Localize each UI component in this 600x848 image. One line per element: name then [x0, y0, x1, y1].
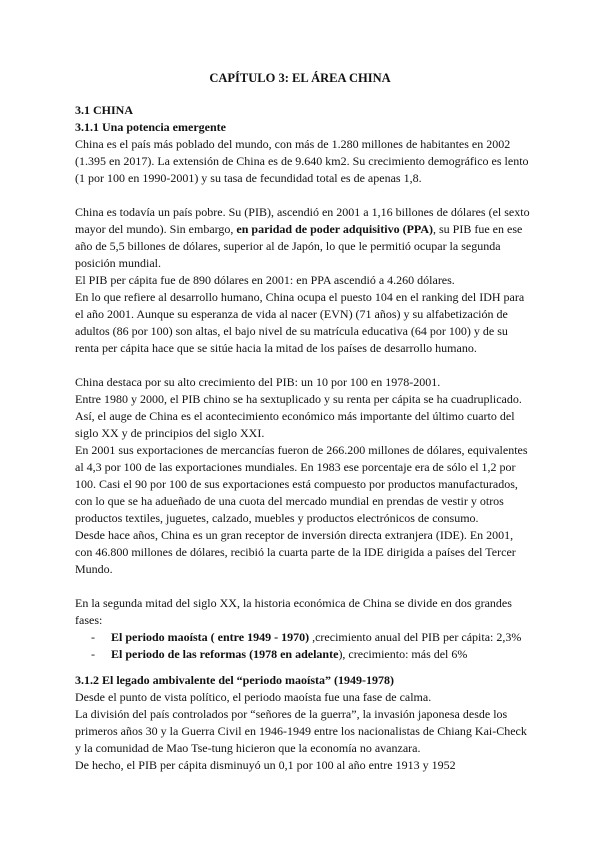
- paragraph-gdp-part-2: , su PIB fue en ese año de 5,5 billones de dólares, superior al de Japón, lo que le permitió ocupar la segunda posición mundial.: [75, 222, 523, 270]
- paragraph-gdp-per-capita: El PIB per cápita fue de 890 dólares en 2001: en PPA ascendió a 4.260 dólares.: [75, 273, 455, 287]
- paragraph-population: China es el país más poblado del mundo, con más de 1.280 millones de habitantes en 2002 (1.395 en 2017). La extensión de China es de 9.640 km2. Su crecimiento demográfico es lento (1 por 100 en 1990-2001) y su tasa de fecundidad total es de apenas 1,8.: [75, 137, 529, 185]
- list-item: [91, 629, 530, 646]
- subsection-heading: 3.1.2 El legado ambivalente del “periodo maoísta” (1949-1978): [75, 673, 394, 687]
- paragraph-phases: En la segunda mitad del siglo XX, la historia económica de China se divide en dos grandes fases:: [75, 596, 512, 627]
- subsection-heading: 3.1.1 Una potencia emergente: [75, 120, 226, 134]
- paragraph-growth: China destaca por su alto crecimiento del PIB: un 10 por 100 en 1978-2001.: [75, 375, 441, 389]
- paragraph-gdp-bold: en paridad de poder adquisitivo (PPA): [236, 222, 434, 236]
- list-item-bold: El periodo maoísta ( entre 1949 - 1970): [111, 630, 310, 644]
- paragraph-gdp: [75, 204, 530, 272]
- chapter-title: CAPÍTULO 3: EL ÁREA CHINA: [209, 71, 391, 85]
- paragraph-exports: En 2001 sus exportaciones de mercancías fueron de 266.200 millones de dólares, equivalentes al 4,3 por 100 de las exportaciones mundiales. En 1983 ese porcentaje era de sólo el 1,2 por 100. Casi el 90 por 100 de sus exportaciones está compuesto por productos manufacturados, con lo que se ha adueñado de una cuota del mercado mundial en prendas de vestir y otros productos textiles, juguetes, calzado, muebles y productos electrónicos de consumo.: [75, 443, 528, 525]
- paragraph-division: La división del país controlados por “señores de la guerra”, la invasión japonesa desde los primeros años 30 y la Guerra Civil en 1946-1949 entre los nacionalistas de Chiang Kai-Check y la comunidad de Mao Tse-tung hicieron que la economía no avanzara.: [75, 707, 527, 755]
- phases-list: [75, 629, 530, 663]
- paragraph-growth-detail: Entre 1980 y 2000, el PIB chino se ha sextuplicado y su renta per cápita se ha cuadruplicado. Así, el auge de China es el acontecimiento económico más importante del último cuarto del siglo XX y de principios del siglo XXI.: [75, 392, 522, 440]
- document-body: [75, 102, 530, 774]
- paragraph-human-development: En lo que refiere al desarrollo humano, China ocupa el puesto 104 en el ranking del IDH para el año 2001. Aunque su esperanza de vida al nacer (EVN) (71 años) y su alfabetización de adultos (86 por 100) son altas, el bajo nivel de su matrícula educativa (64 por 100) y de su renta per cápita hace que se sitúe hacia la mitad de los países de desarrollo humano.: [75, 290, 525, 355]
- list-item-text: ), crecimiento: más del 6%: [338, 647, 468, 661]
- paragraph-investment: Desde hace años, China es un gran receptor de inversión directa extranjera (IDE). En 2001, con 46.800 millones de dólares, recibió la cuarta parte de la IDE dirigida a países del Tercer Mundo.: [75, 528, 516, 576]
- list-item-bold: El periodo de las reformas (1978 en adelante: [111, 647, 339, 661]
- paragraph-gdp-decline: De hecho, el PIB per cápita disminuyó un 0,1 por 100 al año entre 1913 y 1952: [75, 758, 456, 772]
- list-item: [91, 646, 530, 663]
- section-heading: 3.1 CHINA: [75, 103, 134, 117]
- list-item-text: ,crecimiento anual del PIB per cápita: 2,3%: [309, 630, 522, 644]
- paragraph-gdp-part-1: China es todavía un país pobre. Su (PIB), ascendió en 2001 a 1,16 billones de dólares (el sexto mayor del mundo). Sin embargo,: [75, 205, 530, 236]
- paragraph-political: Desde el punto de vista político, el periodo maoísta fue una fase de calma.: [75, 690, 432, 704]
